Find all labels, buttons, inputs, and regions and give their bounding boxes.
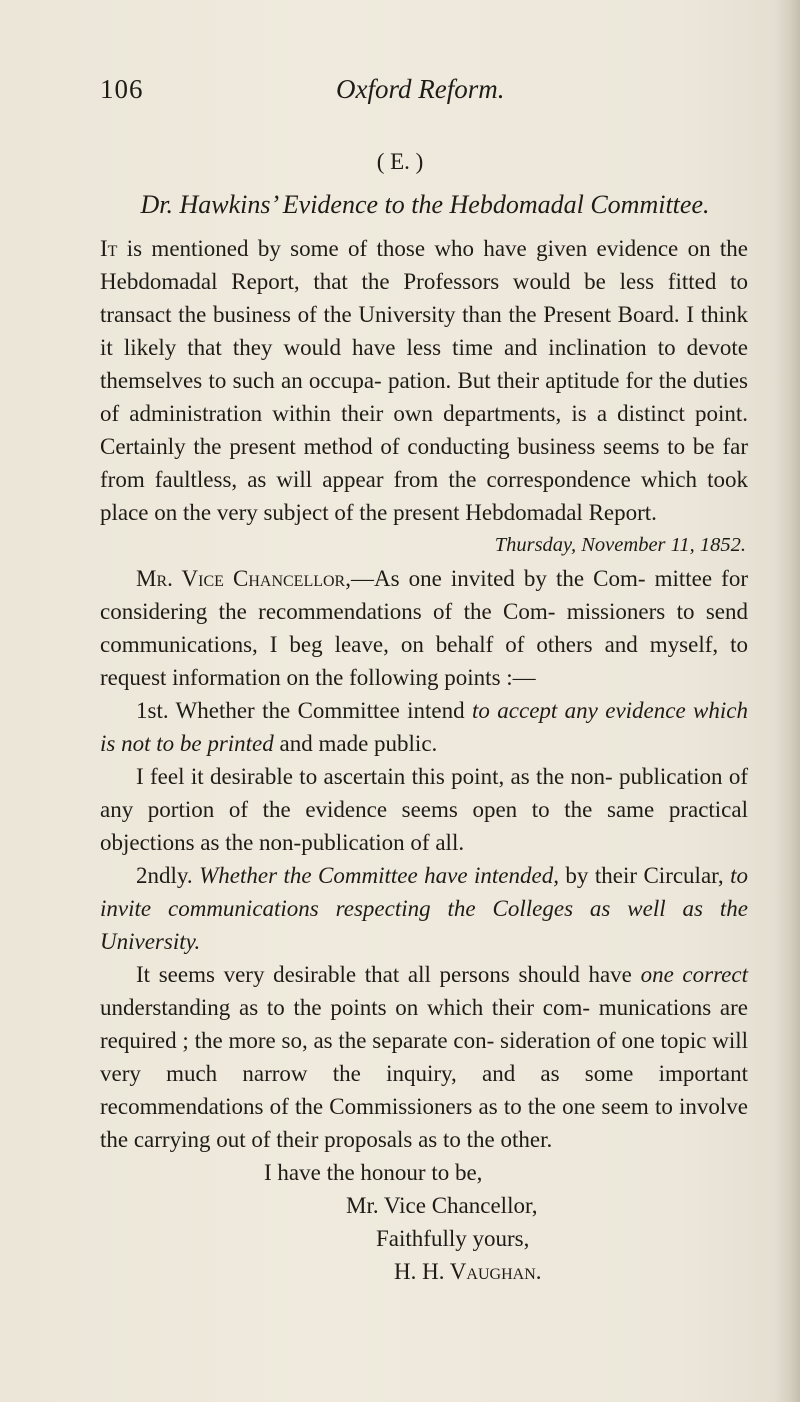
page-edge-shadow [774,0,800,1402]
running-title: Oxford Reform. [336,74,505,104]
dropcap-word: It [100,236,118,261]
paragraph-intro [100,232,748,529]
paragraph-intro-text: is mentioned by some of those who have given evidence on the Hebdomadal Report, that the Professors would be less fitted to transact the business of the University than the Present Board. I think it likely that they would have less time and inclination to devote themselves to such an occupa- pation. But their aptitude for the duties of administration within their own departments, is a distinct point. Certainly the present method of conducting business seems to be far from faultless, as will appear from the correspondence which took place on the very subject of the present Hebdomadal Report. [100,236,748,525]
paragraph-understanding-suffix: understanding as to the points on which their com- munications are required ; the more so, as the separate con- sideration of one topic will very much narrow the inquiry, and as some important recommendations of the Commissioners as to the one seem to involve the carrying out of their proposals as to the other. [100,995,748,1152]
section-heading: Dr. Hawkins’ Evidence to the Hebdomadal Committee. [140,190,710,219]
letter-opening [100,562,748,694]
paragraph-desirable: I feel it desirable to ascertain this point, as the non- publication of any portion of the evidence seems open to the same practical objections as the non-publication of all. [100,764,748,855]
point-one-suffix: and made public. [273,731,438,756]
point-two-emphasis-2: to invite communications respecting the Colleges as well as the University. [100,863,748,954]
signature: H. H. Vaughan. [394,1259,542,1284]
section-mark: ( E. ) [376,149,424,174]
closing-line-1: I have the honour to be, [264,1160,483,1185]
paragraph-understanding-prefix: It seems very desirable that all persons should have [136,962,641,987]
point-two [100,859,748,958]
point-two-middle: by their Circular, [558,863,731,888]
letter-date: Thursday, November 11, 1852. [494,534,746,556]
paragraph-understanding-emphasis: one correct [640,962,748,987]
point-one-prefix: 1st. Whether the Committee intend [136,698,473,723]
point-two-emphasis-1: Whether the Committee have intended, [199,863,559,888]
letter-opening-text: —As one invited by the Com- mittee for considering the recommendations of the Com- missioners to send communications, I beg leave, on behalf of others and myself, to request information on the following points :— [100,566,748,690]
closing-line-2: Mr. Vice Chancellor, [346,1193,538,1218]
paragraph-understanding [100,958,748,1156]
point-one-emphasis: to accept any evidence which is not to be printed [100,698,748,756]
body-text [100,232,748,1288]
running-header [100,74,740,114]
point-one [100,694,748,760]
letter-salutation: Mr. Vice Chancellor, [136,566,351,591]
page-number: 106 [100,74,144,104]
point-two-prefix: 2ndly. [136,863,200,888]
closing-line-3: Faithfully yours, [376,1226,530,1251]
